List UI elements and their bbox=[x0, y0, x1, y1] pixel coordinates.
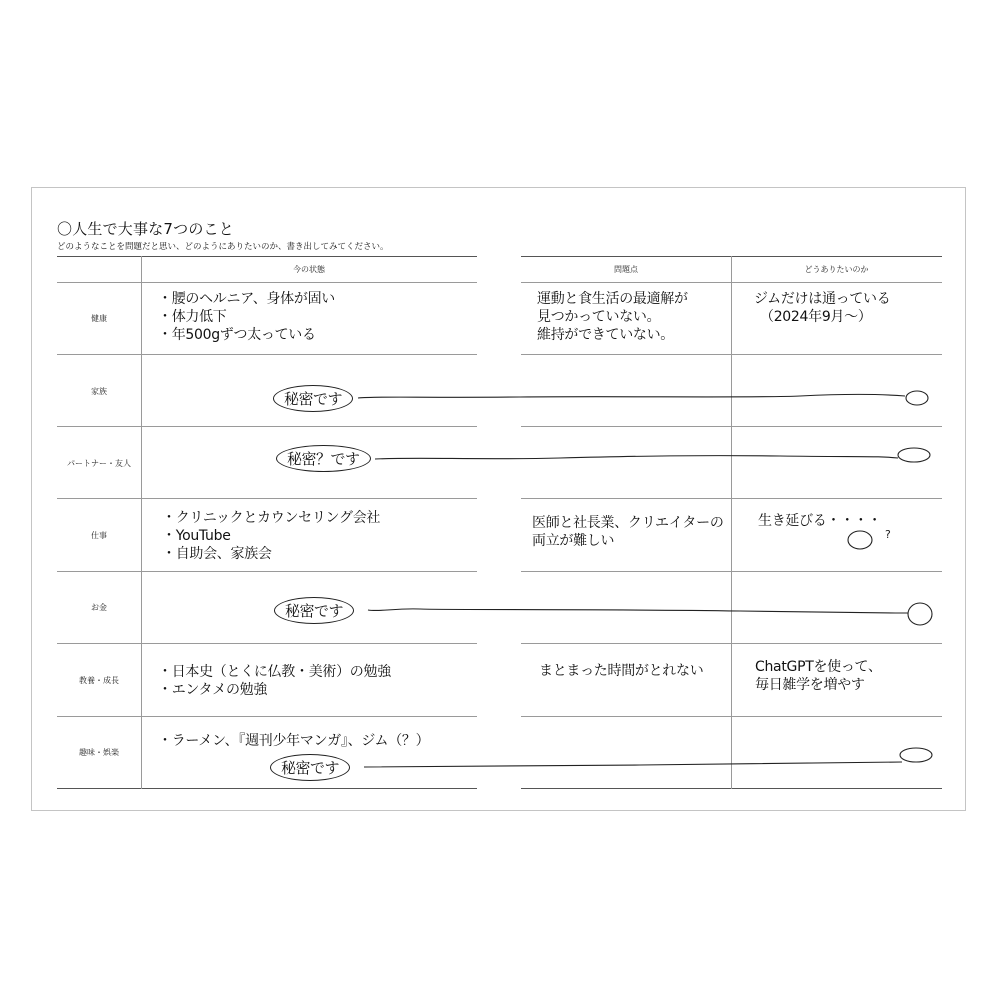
row-label-health: 健康 bbox=[91, 314, 107, 323]
text-line: （2024年9月〜） bbox=[760, 309, 872, 325]
text-line: ChatGPTを使って、 bbox=[755, 659, 882, 675]
text-line: 運動と食生活の最適解が bbox=[537, 291, 688, 307]
list-item: ・日本史（とくに仏教・美術）の勉強 bbox=[158, 664, 391, 680]
text-line: 両立が難しい bbox=[532, 533, 615, 549]
list-item: ・ラーメン、『週刊少年マンガ』、ジム（？） bbox=[158, 733, 430, 749]
secret-bubble-money: 秘密です bbox=[274, 597, 354, 624]
text-line: 医師と社長業、クリエイターの bbox=[532, 515, 724, 531]
text-line: 毎日雑学を増やす bbox=[755, 677, 865, 693]
question-mark-doodle: ? bbox=[885, 528, 891, 541]
row-label-education-growth: 教養・成長 bbox=[79, 676, 119, 685]
row-label-family: 家族 bbox=[91, 387, 107, 396]
row-label-partner-friends: パートナー・友人 bbox=[67, 459, 131, 468]
text-line: 生き延びる・・・・ bbox=[758, 513, 882, 529]
secret-bubble-partner: 秘密？です bbox=[276, 445, 371, 472]
text-line: ジムだけは通っている bbox=[754, 291, 891, 307]
secret-bubble-family: 秘密です bbox=[273, 385, 353, 412]
list-item: ・エンタメの勉強 bbox=[158, 682, 268, 698]
worksheet-title: 〇人生で大事な7つのこと bbox=[57, 220, 234, 238]
list-item: ・YouTube bbox=[162, 528, 231, 544]
list-item: ・体力低下 bbox=[158, 309, 227, 325]
row-label-work: 仕事 bbox=[91, 531, 107, 540]
row-label-hobbies: 趣味・娯楽 bbox=[79, 748, 119, 757]
list-item: ・自助会、家族会 bbox=[162, 546, 272, 562]
column-header-ideal: どうありたいのか bbox=[804, 265, 869, 274]
text-line: 維持ができていない。 bbox=[537, 327, 674, 343]
column-header-current: 今の状態 bbox=[293, 265, 325, 274]
text-line: まとまった時間がとれない bbox=[539, 663, 704, 679]
secret-bubble-hobbies: 秘密です bbox=[270, 754, 350, 781]
list-item: ・腰のヘルニア、身体が固い bbox=[158, 291, 335, 307]
list-item: ・年500gずつ太っている bbox=[158, 327, 316, 343]
row-label-money: お金 bbox=[91, 603, 107, 612]
column-header-problem: 問題点 bbox=[614, 265, 638, 274]
list-item: ・クリニックとカウンセリング会社 bbox=[162, 510, 381, 526]
text-line: 見つかっていない。 bbox=[537, 309, 661, 325]
worksheet-instructions: どのようなことを問題だと思い、どのようにありたいのか、書き出してみてください。 bbox=[57, 242, 389, 252]
